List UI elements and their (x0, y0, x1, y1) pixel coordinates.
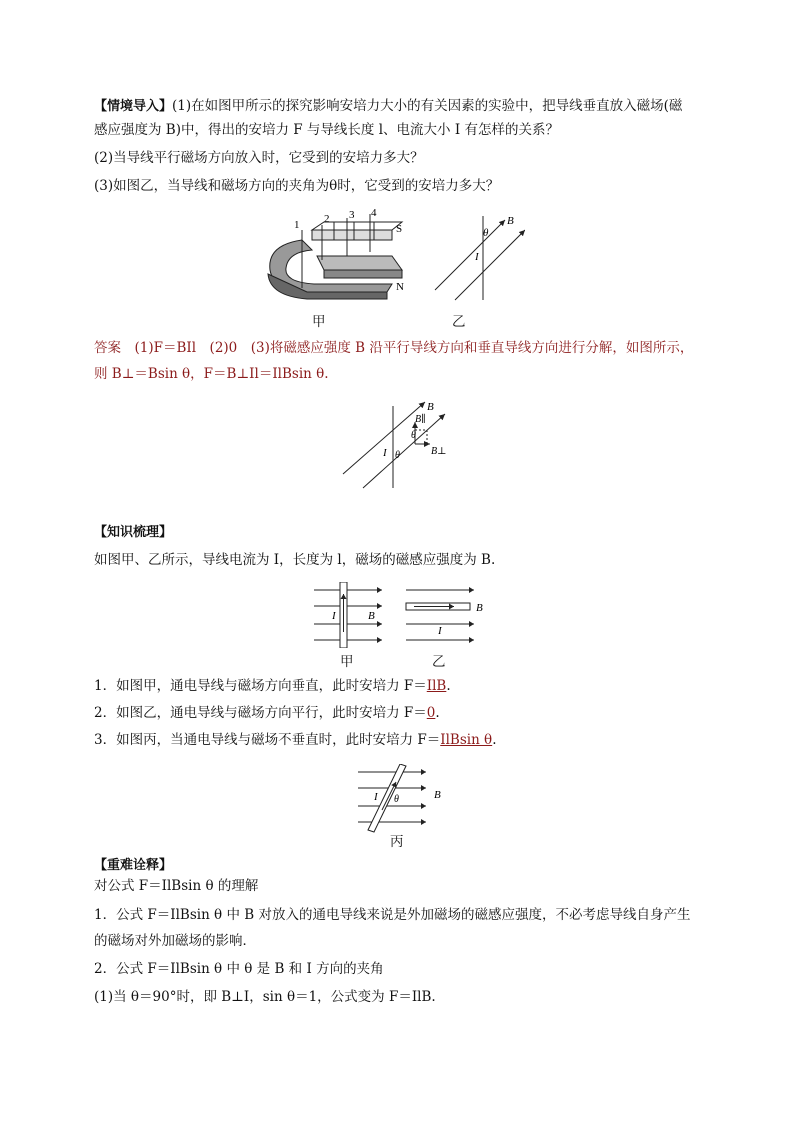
figure-jia-magnet (262, 200, 422, 330)
kyi-label-i: I (438, 625, 442, 637)
fig2-label-theta: θ (395, 450, 400, 461)
kyi-label-b: B (476, 602, 483, 614)
wire-label-4: 4 (371, 207, 377, 219)
item2-text: 2．如图乙，通电导线与磁场方向平行，此时安培力 F＝ (94, 705, 427, 721)
fig2-label-b: B (427, 401, 434, 413)
kjia-label-i: I (332, 610, 336, 622)
knowledge-item-2 (94, 703, 704, 723)
wire-label-2: 2 (324, 213, 330, 225)
analysis-p1a: 1．公式 F＝IlBsin θ 中 B 对放入的通电导线来说是外加磁场的磁感应强度，不必考虑导线自身产生 (94, 907, 691, 923)
answer-line-2: 则 B⊥＝Bsin θ，F＝B⊥Il＝IlBsin θ. (94, 366, 329, 382)
kjia-label-b: B (368, 610, 375, 622)
yi-label-i: I (475, 251, 479, 263)
answer-line-1 (94, 338, 704, 358)
fig2-label-theta-top: θ (411, 430, 416, 441)
wire-label-1: 1 (294, 219, 300, 231)
item2-answer: 0 (426, 705, 436, 721)
figure-yi-caption: 乙 (452, 314, 466, 330)
intro-line-1 (94, 96, 704, 117)
analysis-heading: 【重难诠释】 (94, 858, 173, 873)
item3-text: 3．如图丙，当通电导线与磁场不垂直时，此时安培力 F＝ (94, 732, 441, 748)
answer-label: 答案 (94, 340, 121, 356)
fig2-label-bperp: B⊥ (431, 446, 447, 457)
answer-text-1: (1)F＝BIl (2)0 (3)将磁感应强度 B 沿平行导线方向和垂直导线方向进行分解，如图所示， (134, 340, 694, 356)
wire-label-3: 3 (349, 209, 355, 221)
intro-line-3: (2)当导线平行磁场方向放入时，它受到的安培力多大？ (94, 150, 424, 166)
knowledge-item-3 (94, 730, 704, 750)
knowledge-fig-yi-caption: 乙 (432, 654, 446, 670)
knowledge-fig-jia-caption: 甲 (340, 654, 354, 670)
item2-dot: . (435, 705, 440, 721)
intro-line-4: (3)如图乙，当导线和磁场方向的夹角为θ时，它受到的安培力多大？ (94, 178, 500, 194)
intro-text-1: (1)在如图甲所示的探究影响安培力大小的有关因素的实验中，把导线垂直放入磁场(磁 (172, 98, 683, 114)
intro-line-2: 感应强度为 B)中，得出的安培力 F 与导线长度 l、电流大小 I 有怎样的关系？ (94, 122, 559, 138)
figure-decomposition (335, 392, 455, 492)
item3-dot: . (492, 732, 497, 748)
item3-answer: IlBsin θ (440, 732, 493, 748)
figure-jia-caption: 甲 (312, 314, 326, 330)
bing-label-theta: θ (394, 794, 399, 805)
item1-text: 1．如图甲，通电导线与磁场方向垂直，此时安培力 F＝ (94, 678, 427, 694)
bing-label-i: I (374, 791, 378, 803)
analysis-subtitle: 对公式 F＝IlBsin θ 的理解 (94, 878, 259, 894)
knowledge-item-1 (94, 676, 704, 696)
pole-label-s: S (396, 223, 403, 235)
yi-label-b: B (507, 215, 514, 227)
figure-knowledge-jia (312, 582, 386, 648)
yi-label-theta: θ (483, 227, 489, 239)
intro-heading: 【情境导入】 (94, 99, 173, 114)
figure-bing (356, 764, 456, 834)
knowledge-fig-bing-caption: 丙 (390, 834, 404, 850)
item1-answer: IlB (426, 678, 447, 694)
bing-label-b: B (434, 789, 441, 801)
pole-label-n: N (396, 281, 404, 293)
figure-yi-field (425, 208, 525, 308)
item1-dot: . (446, 678, 451, 694)
analysis-p3: (1)当 θ＝90°时，即 B⊥I，sin θ＝1，公式变为 F＝IlB. (94, 989, 436, 1005)
analysis-p2: 2．公式 F＝IlBsin θ 中 θ 是 B 和 I 方向的夹角 (94, 961, 384, 977)
analysis-p1b: 的磁场对外加磁场的影响． (94, 933, 256, 949)
fig2-label-i: I (383, 447, 387, 459)
fig2-label-bpar: B∥ (415, 414, 426, 425)
knowledge-intro: 如图甲、乙所示，导线电流为 I，长度为 l，磁场的磁感应强度为 B. (94, 552, 496, 568)
figure-knowledge-yi (404, 582, 494, 648)
knowledge-heading: 【知识梳理】 (94, 525, 173, 540)
